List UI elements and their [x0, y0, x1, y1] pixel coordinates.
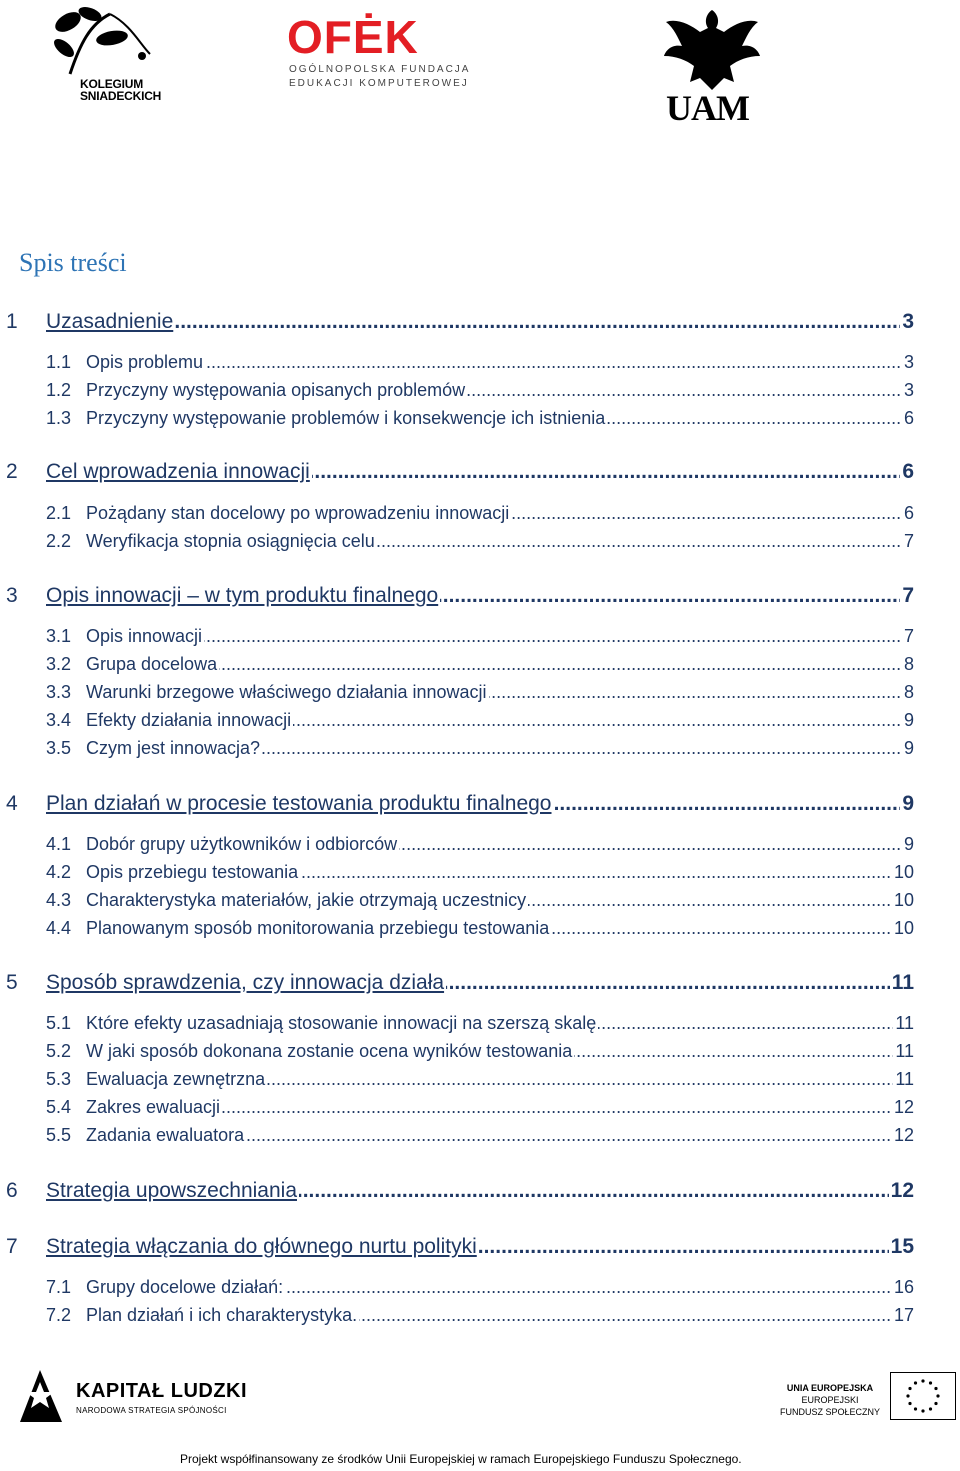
toc-entry-number: 3.4 — [46, 710, 72, 730]
ofek-logo-word: OFĖK — [287, 11, 419, 63]
toc-entry-label[interactable]: Strategia włączania do głównego nurtu polityki — [46, 1235, 477, 1258]
toc-entry-chapter[interactable] — [0, 584, 960, 614]
ofek-logo-subtitle-1: OGÓLNOPOLSKA FUNDACJA — [289, 64, 471, 75]
kolegium-sniadeckich-logo — [50, 4, 170, 104]
ofek-logo — [287, 11, 477, 94]
toc-entry-section[interactable] — [0, 682, 960, 712]
toc-entry-label[interactable]: Zakres ewaluacji — [86, 1097, 221, 1117]
eu-star — [914, 1407, 917, 1410]
toc-entry-number: 3.1 — [46, 626, 72, 646]
toc-entry-chapter[interactable] — [0, 1235, 960, 1265]
toc-entry-section[interactable] — [0, 352, 960, 382]
toc-entry-label[interactable]: Charakterystyka materiałów, jakie otrzymają uczestnicy — [86, 890, 527, 910]
toc-entry-label[interactable]: Które efekty uzasadniają stosowanie innowacji na szerszą skalę — [86, 1013, 597, 1033]
toc-entry-number: 2.1 — [46, 503, 72, 523]
eu-star — [929, 1407, 932, 1410]
toc-entry-section[interactable] — [0, 918, 960, 948]
toc-entry-page-number: 8 — [903, 682, 914, 702]
toc-entry-number: 3.5 — [46, 738, 72, 758]
eu-text — [780, 1382, 880, 1418]
toc-entry-page-number: 6 — [903, 503, 914, 523]
toc-entry-page-number: 7 — [902, 584, 914, 607]
toc-entry-page-number: 11 — [891, 971, 914, 994]
eu-star — [921, 1409, 924, 1412]
toc-entry-page-number: 10 — [893, 918, 914, 938]
toc-entry-page-number: 9 — [903, 834, 914, 854]
toc-entry-number: 4.3 — [46, 890, 72, 910]
kolegium-plant-icon — [50, 4, 160, 76]
toc-entry-label[interactable]: Sposób sprawdzenia, czy innowacja działa — [46, 971, 445, 994]
toc-entry-section[interactable] — [0, 862, 960, 892]
toc-entry-label[interactable]: W jaki sposób dokonana zostanie ocena wyników testowania — [86, 1041, 573, 1061]
toc-entry-label[interactable]: Opis innowacji — [86, 626, 203, 646]
toc-entry-section[interactable] — [0, 380, 960, 410]
toc-entry-leader-dots — [46, 310, 912, 334]
footer-logos — [0, 1360, 960, 1471]
toc-entry-label[interactable]: Opis problemu — [86, 352, 204, 372]
toc-entry-number: 3.3 — [46, 682, 72, 702]
toc-entry-label[interactable]: Cel wprowadzenia innowacji — [46, 460, 310, 483]
toc-entry-page-number: 3 — [902, 310, 914, 333]
toc-entry-number: 4 — [6, 792, 18, 815]
toc-entry-chapter[interactable] — [0, 310, 960, 340]
toc-entry-number: 1.3 — [46, 408, 72, 428]
toc-entry-label[interactable]: Planowanym sposób monitorowania przebiegu testowania — [86, 918, 550, 938]
toc-entry-number: 3 — [6, 584, 18, 607]
toc-entry-number: 5.5 — [46, 1125, 72, 1145]
toc-entry-label[interactable]: Pożądany stan docelowy po wprowadzeniu innowacji — [86, 503, 510, 523]
eu-star — [914, 1381, 917, 1384]
toc-entry-section[interactable] — [0, 738, 960, 768]
eu-star — [936, 1394, 939, 1397]
toc-entry-page-number: 12 — [893, 1125, 914, 1145]
eu-flag-icon — [890, 1372, 956, 1420]
uam-logo — [660, 4, 765, 129]
toc-entry-number: 2 — [6, 460, 18, 483]
toc-entry-number: 5.1 — [46, 1013, 72, 1033]
toc-entry-section[interactable] — [0, 408, 960, 438]
kapital-ludzki-title: KAPITAŁ LUDZKI — [76, 1380, 248, 1402]
toc-entry-number: 1 — [6, 310, 18, 333]
toc-entry-label[interactable]: Plan działań i ich charakterystyka. — [86, 1305, 358, 1325]
toc-entry-number: 3.2 — [46, 654, 72, 674]
toc-entry-page-number: 6 — [903, 408, 914, 428]
toc-entry-page-number: 7 — [903, 531, 914, 551]
toc-entry-section[interactable] — [0, 710, 960, 740]
toc-entry-page-number: 8 — [903, 654, 914, 674]
toc-entry-number: 5.3 — [46, 1069, 72, 1089]
toc-entry-section[interactable] — [0, 1277, 960, 1307]
toc-entry-section[interactable] — [0, 531, 960, 561]
toc-entry-section[interactable] — [0, 503, 960, 533]
toc-entry-page-number: 9 — [903, 710, 914, 730]
toc-entry-number: 6 — [6, 1179, 18, 1202]
toc-entry-label[interactable]: Warunki brzegowe właściwego działania innowacji — [86, 682, 487, 702]
toc-entry-page-number: 9 — [903, 738, 914, 758]
toc-entry-page-number: 12 — [893, 1097, 914, 1117]
toc-entry-label[interactable]: Dobór grupy użytkowników i odbiorców — [86, 834, 398, 854]
toc-entry-label[interactable]: Ewaluacja zewnętrzna — [86, 1069, 266, 1089]
eu-line-3: FUNDUSZ SPOŁECZNY — [779, 1407, 880, 1417]
toc-entry-page-number: 11 — [895, 1041, 914, 1061]
toc-entry-label[interactable]: Opis przebiegu testowania — [86, 862, 299, 882]
toc-entry-chapter[interactable] — [0, 792, 960, 822]
kolegium-logo-text: KOLEGIUM SNIADECKICH — [80, 77, 162, 103]
toc-entry-number: 5.4 — [46, 1097, 72, 1117]
kapital-ludzki-subtitle: NARODOWA STRATEGIA SPÓJNOŚCI — [76, 1406, 227, 1415]
toc-entry-page-number: 10 — [893, 862, 914, 882]
toc-entry-page-number: 9 — [902, 792, 914, 815]
toc-entry-section[interactable] — [0, 1097, 960, 1127]
toc-entry-label[interactable]: Weryfikacja stopnia osiągnięcia celu — [86, 531, 375, 551]
toc-entry-page-number: 11 — [895, 1013, 914, 1033]
ofek-logo-subtitle-2: EDUKACJI KOMPUTEROWEJ — [289, 78, 469, 89]
toc-entry-section[interactable] — [0, 1069, 960, 1099]
toc-entry-page-number: 7 — [903, 626, 914, 646]
toc-entry-label[interactable]: Przyczyny występowanie problemów i konsekwencje ich istnienia — [86, 408, 606, 428]
toc-entry-number: 1.2 — [46, 380, 72, 400]
toc-entry-section[interactable] — [0, 1125, 960, 1155]
toc-entry-number: 4.1 — [46, 834, 72, 854]
eu-star — [908, 1402, 911, 1405]
toc-entry-label[interactable]: Strategia upowszechniania — [46, 1179, 297, 1202]
toc-entry-label[interactable]: Uzasadnienie — [46, 310, 174, 333]
kapital-ludzki-icon — [16, 1366, 66, 1426]
toc-entry-page-number: 10 — [893, 890, 914, 910]
toc-entry-chapter[interactable] — [0, 460, 960, 490]
toc-entry-number: 5 — [6, 971, 18, 994]
eu-star — [929, 1381, 932, 1384]
toc-entry-chapter[interactable] — [0, 1179, 960, 1209]
toc-entry-section[interactable] — [0, 890, 960, 920]
toc-entry-page-number: 3 — [903, 352, 914, 372]
toc-entry-leader-dots — [86, 626, 912, 647]
toc-entry-section[interactable] — [0, 1013, 960, 1043]
toc-entry-number: 4.2 — [46, 862, 72, 882]
toc-entry-page-number: 3 — [903, 380, 914, 400]
toc-entry-leader-dots — [86, 352, 912, 373]
toc-entry-page-number: 6 — [902, 460, 914, 483]
eu-star — [934, 1402, 937, 1405]
toc-entry-label[interactable]: Opis innowacji – w tym produktu finalnego — [46, 584, 439, 607]
toc-entry-number: 5.2 — [46, 1041, 72, 1061]
toc-entry-section[interactable] — [0, 834, 960, 864]
eu-star — [934, 1387, 937, 1390]
eu-star — [921, 1379, 924, 1382]
eu-star — [908, 1387, 911, 1390]
toc-entry-page-number: 12 — [890, 1179, 914, 1202]
toc-entry-page-number: 11 — [895, 1069, 914, 1089]
toc-entry-number: 7.1 — [46, 1277, 72, 1297]
eu-line-2: EUROPEJSKI — [801, 1395, 859, 1405]
toc-entry-label[interactable]: Zadania ewaluatora — [86, 1125, 245, 1145]
uam-logo-text: UAM — [666, 88, 749, 128]
toc-entry-section[interactable] — [0, 654, 960, 684]
toc-entry-number: 4.4 — [46, 918, 72, 938]
project-funding-note: Projekt współfinansowany ze środków Unii Europejskiej w ramach Europejskiego Funduszu Społecznego. — [180, 1452, 742, 1466]
toc-entry-chapter[interactable] — [0, 971, 960, 1001]
eu-star — [906, 1394, 909, 1397]
toc-entry-number: 7 — [6, 1235, 18, 1258]
toc-entry-label[interactable]: Efekty działania innowacji — [86, 710, 292, 730]
toc-entry-number: 7.2 — [46, 1305, 72, 1325]
toc-entry-number: 1.1 — [46, 352, 72, 372]
toc-entry-label[interactable]: Czym jest innowacja? — [86, 738, 261, 758]
toc-entry-page-number: 16 — [893, 1277, 914, 1297]
toc-entry-section[interactable] — [0, 1305, 960, 1335]
toc-entry-section[interactable] — [0, 1041, 960, 1071]
toc-entry-section[interactable] — [0, 626, 960, 656]
toc-entry-page-number: 15 — [890, 1235, 914, 1258]
toc-entry-label[interactable]: Grupa docelowa — [86, 654, 218, 674]
eu-line-1: UNIA EUROPEJSKA — [786, 1383, 874, 1393]
header-logos — [0, 0, 960, 140]
toc-entry-number: 2.2 — [46, 531, 72, 551]
toc-entry-label[interactable]: Plan działań w procesie testowania produktu finalnego — [46, 792, 552, 815]
toc-entry-label[interactable]: Grupy docelowe działań: — [86, 1277, 284, 1297]
toc-title: Spis treści — [19, 248, 127, 277]
toc-entry-page-number: 17 — [893, 1305, 914, 1325]
toc-entry-label[interactable]: Przyczyny występowania opisanych problemów — [86, 380, 466, 400]
